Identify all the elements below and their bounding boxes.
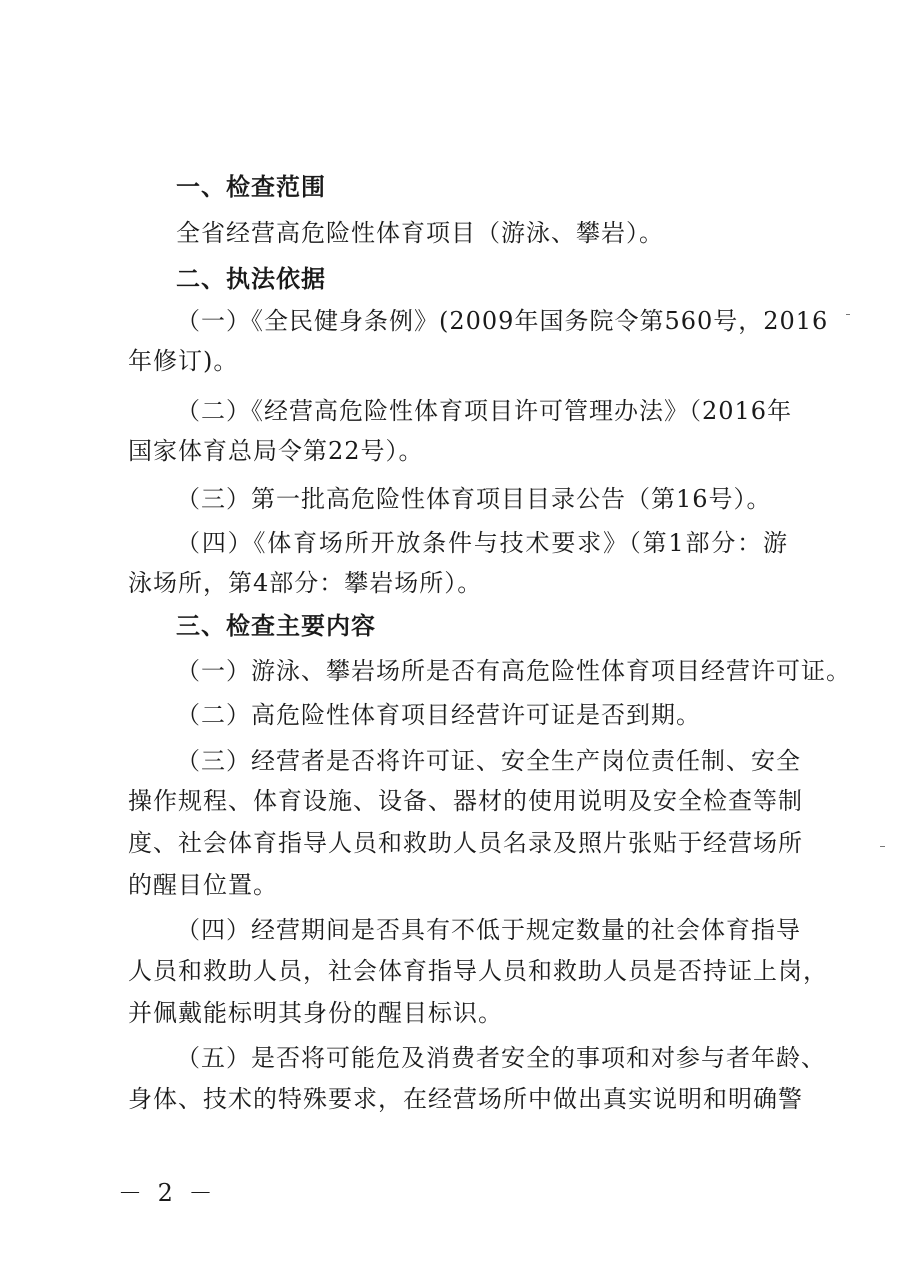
section-heading-1: 一、检查范围 (176, 173, 326, 201)
paragraph-line: （三）经营者是否将许可证、安全生产岗位责任制、安全 (176, 747, 801, 775)
paragraph-line: 操作规程、体育设施、设备、器材的使用说明及安全检查等制 (128, 787, 803, 815)
paragraph-line: 全省经营高危险性体育项目（游泳、攀岩）。 (176, 219, 664, 247)
section-heading-3: 三、检查主要内容 (176, 612, 376, 640)
paragraph-line: （一）《全民健身条例》(2009年国务院令第560号，2016 (176, 307, 829, 335)
paragraph-line: 泳场所，第4部分：攀岩场所）。 (128, 569, 483, 597)
paragraph-line: 国家体育总局令第22号）。 (128, 437, 424, 465)
paragraph-line: 的醒目位置。 (128, 871, 278, 899)
paragraph-line: （二）高危险性体育项目经营许可证是否到期。 (176, 701, 701, 729)
section-heading-2: 二、执法依据 (176, 265, 326, 293)
paragraph-line: 年修订)。 (128, 347, 239, 375)
paragraph-line: 度、社会体育指导人员和救助人员名录及照片张贴于经营场所 (128, 829, 803, 857)
paragraph-line: 身体、技术的特殊要求，在经营场所中做出真实说明和明确警 (128, 1085, 803, 1113)
paragraph-line: （一）游泳、攀岩场所是否有高危险性体育项目经营许可证。 (176, 657, 851, 685)
paragraph-line: （四）《体育场所开放条件与技术要求》（第1部分：游 (176, 529, 788, 557)
page-number: － 2 － (118, 1179, 217, 1207)
paragraph-line: 并佩戴能标明其身份的醒目标识。 (128, 999, 503, 1027)
paragraph-line: （五）是否将可能危及消费者安全的事项和对参与者年龄、 (176, 1044, 826, 1072)
paragraph-line: （三）第一批高危险性体育项目目录公告（第16号）。 (176, 485, 772, 513)
paragraph-line: （二）《经营高危险性体育项目许可管理办法》（2016年 (176, 397, 793, 425)
paragraph-line: （四）经营期间是否具有不低于规定数量的社会体育指导 (176, 916, 801, 944)
scan-speck (880, 846, 885, 847)
scan-speck (846, 314, 850, 315)
paragraph-line: 人员和救助人员，社会体育指导人员和救助人员是否持证上岗， (128, 957, 828, 985)
